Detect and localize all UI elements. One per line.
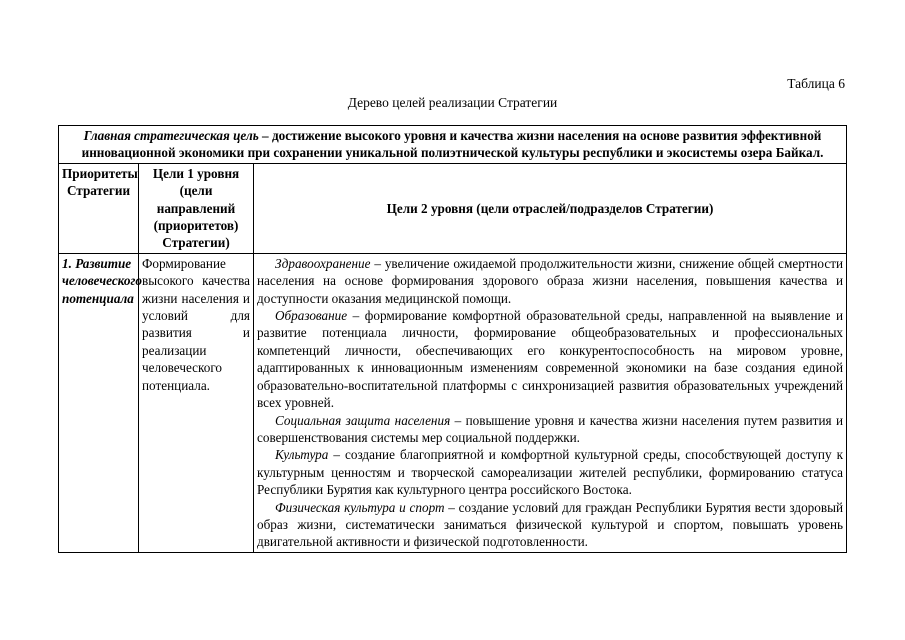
level2-goal-sport (257, 499, 843, 551)
goals-tree-table (58, 125, 847, 553)
document-title: Дерево целей реализации Стратегии (347, 95, 558, 110)
priority-cell: 1. Развитие человеческого потенциала (59, 253, 139, 552)
main-goal-label: Главная стратегическая цель (83, 128, 259, 143)
topic-label: Социальная защита населения (275, 412, 451, 428)
level2-goal-health (257, 255, 843, 307)
goal-text: – создание условий для граждан Республики Бурятия вести здоровый образ жизни, систематически заниматься физической культурой и спортом, повышать уровень двигательной активности и физической подготовленности. (257, 499, 844, 550)
column-header-priorities: Приоритеты Стратегии (59, 163, 139, 253)
goal-text: – создание благоприятной и комфортной культурной среды, способствующей доступу к культурным ценностям и творческой самореализации жителей республики, формированию статуса Республики Бурятия как культурного центра российского Востока. (257, 447, 844, 498)
goal-text: – увеличение ожидаемой продолжительности жизни, снижение общей смертности населения на основе формирования здорового образа жизни населения, повышения качества и доступности оказания медицинской помощи. (257, 255, 844, 306)
main-goal-text: – достижение высокого уровня и качества жизни населения на основе развития эффективной инновационной экономики при сохранении уникальной полиэтнической культуры республики и экосистемы озера Байкал. (81, 128, 824, 161)
level2-goal-culture (257, 446, 843, 498)
topic-label: Здравоохранение (275, 255, 371, 271)
topic-label: Физическая культура и спорт (275, 499, 445, 515)
level2-goal-social-protection (257, 412, 843, 447)
main-goal-cell (59, 126, 847, 164)
topic-label: Образование (275, 308, 348, 324)
table-number-label: Таблица 6 (787, 76, 845, 91)
column-header-level2: Цели 2 уровня (цели отраслей/подразделов Стратегии) (254, 163, 847, 253)
column-header-level1: Цели 1 уровня (цели направлений (приоритетов) Стратегии) (139, 163, 254, 253)
main-goal-row (59, 126, 847, 164)
level1-goal-cell: Формирование высокого качества жизни населения и условий для развития и реализации человеческого потенциала. (139, 253, 254, 552)
topic-label: Культура (275, 447, 329, 463)
header-row (59, 163, 847, 253)
level2-goals-cell (254, 253, 847, 552)
goal-text: – формирование комфортной образовательной среды, направленной на выявление и развитие потенциала личности, формирование общеобразовательных и профессиональных компетенций личности, обеспечивающих его конкурентоспособность на мировом уровне, адаптированных к инновационным изменениям современной экономики на базе создания единой образовательно-воспитательной платформы с синхронизацией развития образовательных учреждений всех уровней. (257, 308, 844, 411)
goal-text: – повышение уровня и качества жизни населения путем развития и совершенствования системы мер социальной поддержки. (257, 412, 844, 445)
table-row (59, 253, 847, 552)
level2-goal-education (257, 307, 843, 411)
